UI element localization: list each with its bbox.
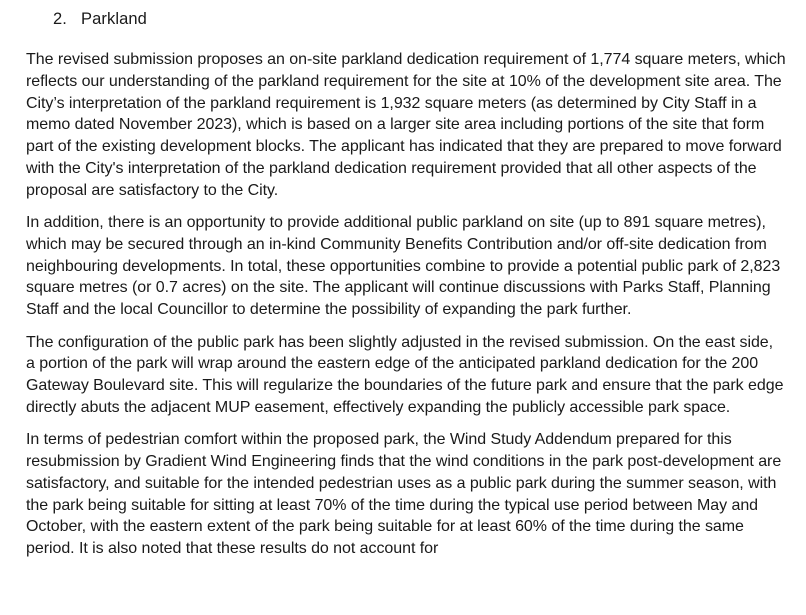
document-page: [26, 8, 786, 571]
paragraph-parkland-requirement: The revised submission proposes an on-site parkland dedication requirement of 1,774 square meters, which reflects our understanding of the parkland requirement for the site at 10% of the development site area. The City’s interpretation of the parkland requirement is 1,932 square meters (as determined by City Staff in a memo dated November 2023), which is based on a larger site area including portions of the site that form part of the existing development blocks. The applicant has indicated that they are prepared to move forward with the City's interpretation of the parkland dedication requirement provided that all other aspects of the proposal are satisfactory to the City.: [26, 51, 786, 199]
paragraph-pedestrian-comfort: In terms of pedestrian comfort within the proposed park, the Wind Study Addendum prepared for this resubmission by Gradient Wind Engineering finds that the wind conditions in the park post-development are satisfactory, and suitable for the intended pedestrian uses as a public park during the summer season, with the park being suitable for sitting at least 70% of the time during the typical use period between May and October, with the eastern extent of the park being suitable for at least 60% of the time during the same period. It is also noted that these results do not account for: [26, 431, 782, 558]
paragraph-additional-parkland: In addition, there is an opportunity to provide additional public parkland on site (up to 891 square metres), which may be secured through an in-kind Community Benefits Contribution and/or off-site dedication from neighbouring developments. In total, these opportunities combine to provide a potential public park of 2,823 square metres (or 0.7 acres) on the site. The applicant will continue discussions with Parks Staff, Planning Staff and the local Councillor to determine the possibility of expanding the park further.: [26, 214, 781, 319]
paragraph-park-configuration: The configuration of the public park has been slightly adjusted in the revised submission. On the east side, a portion of the park will wrap around the eastern edge of the anticipated parkland dedication for the 200 Gateway Boulevard site. This will regularize the boundaries of the future park and ensure that the park edge directly abuts the adjacent MUP easement, effectively expanding the publicly accessible park space.: [26, 333, 784, 416]
section-heading: [53, 8, 786, 30]
section-number: 2.: [53, 10, 67, 28]
section-title: Parkland: [81, 10, 147, 28]
